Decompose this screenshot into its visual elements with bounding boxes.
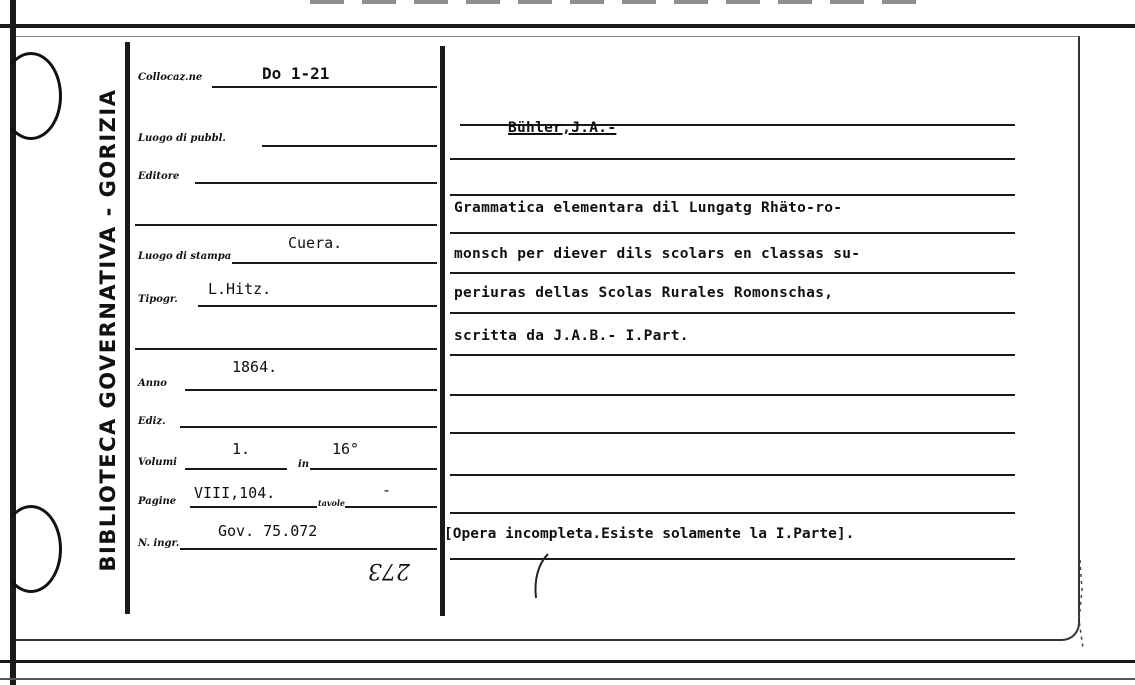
scanned-text-bleed: [310, 0, 930, 4]
punch-hole-bottom: [0, 505, 62, 593]
library-stamp: [88, 70, 128, 590]
handwritten-catalog-number: 273: [368, 558, 410, 583]
author-name: Bühler,J.A.-: [508, 120, 617, 136]
label-tavole: tavole: [318, 498, 345, 508]
label-luogo-pubblicazione: Luogo di pubbl.: [138, 133, 226, 144]
label-anno: Anno: [138, 378, 167, 389]
pencil-mark: [520, 550, 560, 600]
card-bottom-edge: [0, 660, 1135, 663]
value-anno: 1864.: [232, 358, 278, 376]
edition-note: [Opera incompleta.Esiste solamente la I.Parte].: [444, 526, 855, 542]
left-column-rule: [125, 42, 130, 614]
value-tipografia: L.Hitz.: [208, 280, 272, 298]
value-formato: 16°: [332, 440, 360, 458]
title-line-3: periuras dellas Scolas Rurales Romonschas,: [454, 285, 834, 301]
value-volumi: 1.: [232, 440, 251, 458]
label-volumi: Volumi: [138, 457, 177, 468]
label-in: in: [298, 459, 310, 470]
label-ingresso: N. ingr.: [138, 538, 180, 549]
title-line-1: Grammatica elementara dil Lungatg Rhäto-ro-: [454, 200, 843, 216]
label-collocazione: Collocaz.ne: [138, 72, 203, 83]
library-name: BIBLIOTECA GOVERNATIVA - GORIZIA: [96, 88, 120, 572]
label-luogo-stampa: Luogo di stampa: [138, 251, 232, 262]
punch-hole-top: [0, 52, 62, 140]
label-tipografia: Tipogr.: [138, 294, 178, 305]
value-pagine: VIII,104.: [194, 484, 276, 502]
label-pagine: Pagine: [138, 496, 177, 507]
label-edizione: Ediz.: [138, 416, 166, 427]
title-line-4: scritta da J.A.B.- I.Part.: [454, 328, 689, 344]
label-editore: Editore: [138, 171, 180, 182]
value-tavole: -: [382, 481, 392, 499]
value-luogo-stampa: Cuera.: [288, 234, 343, 252]
title-line-2: monsch per diever dils scolars en classas su-: [454, 246, 861, 262]
right-edge-specks: [1070, 560, 1090, 650]
value-collocazione: Do 1-21: [262, 64, 330, 83]
card-bottom-shadow: [0, 678, 1135, 680]
card-top-edge: [0, 0, 1135, 28]
value-ingresso: Gov. 75.072: [218, 522, 318, 540]
